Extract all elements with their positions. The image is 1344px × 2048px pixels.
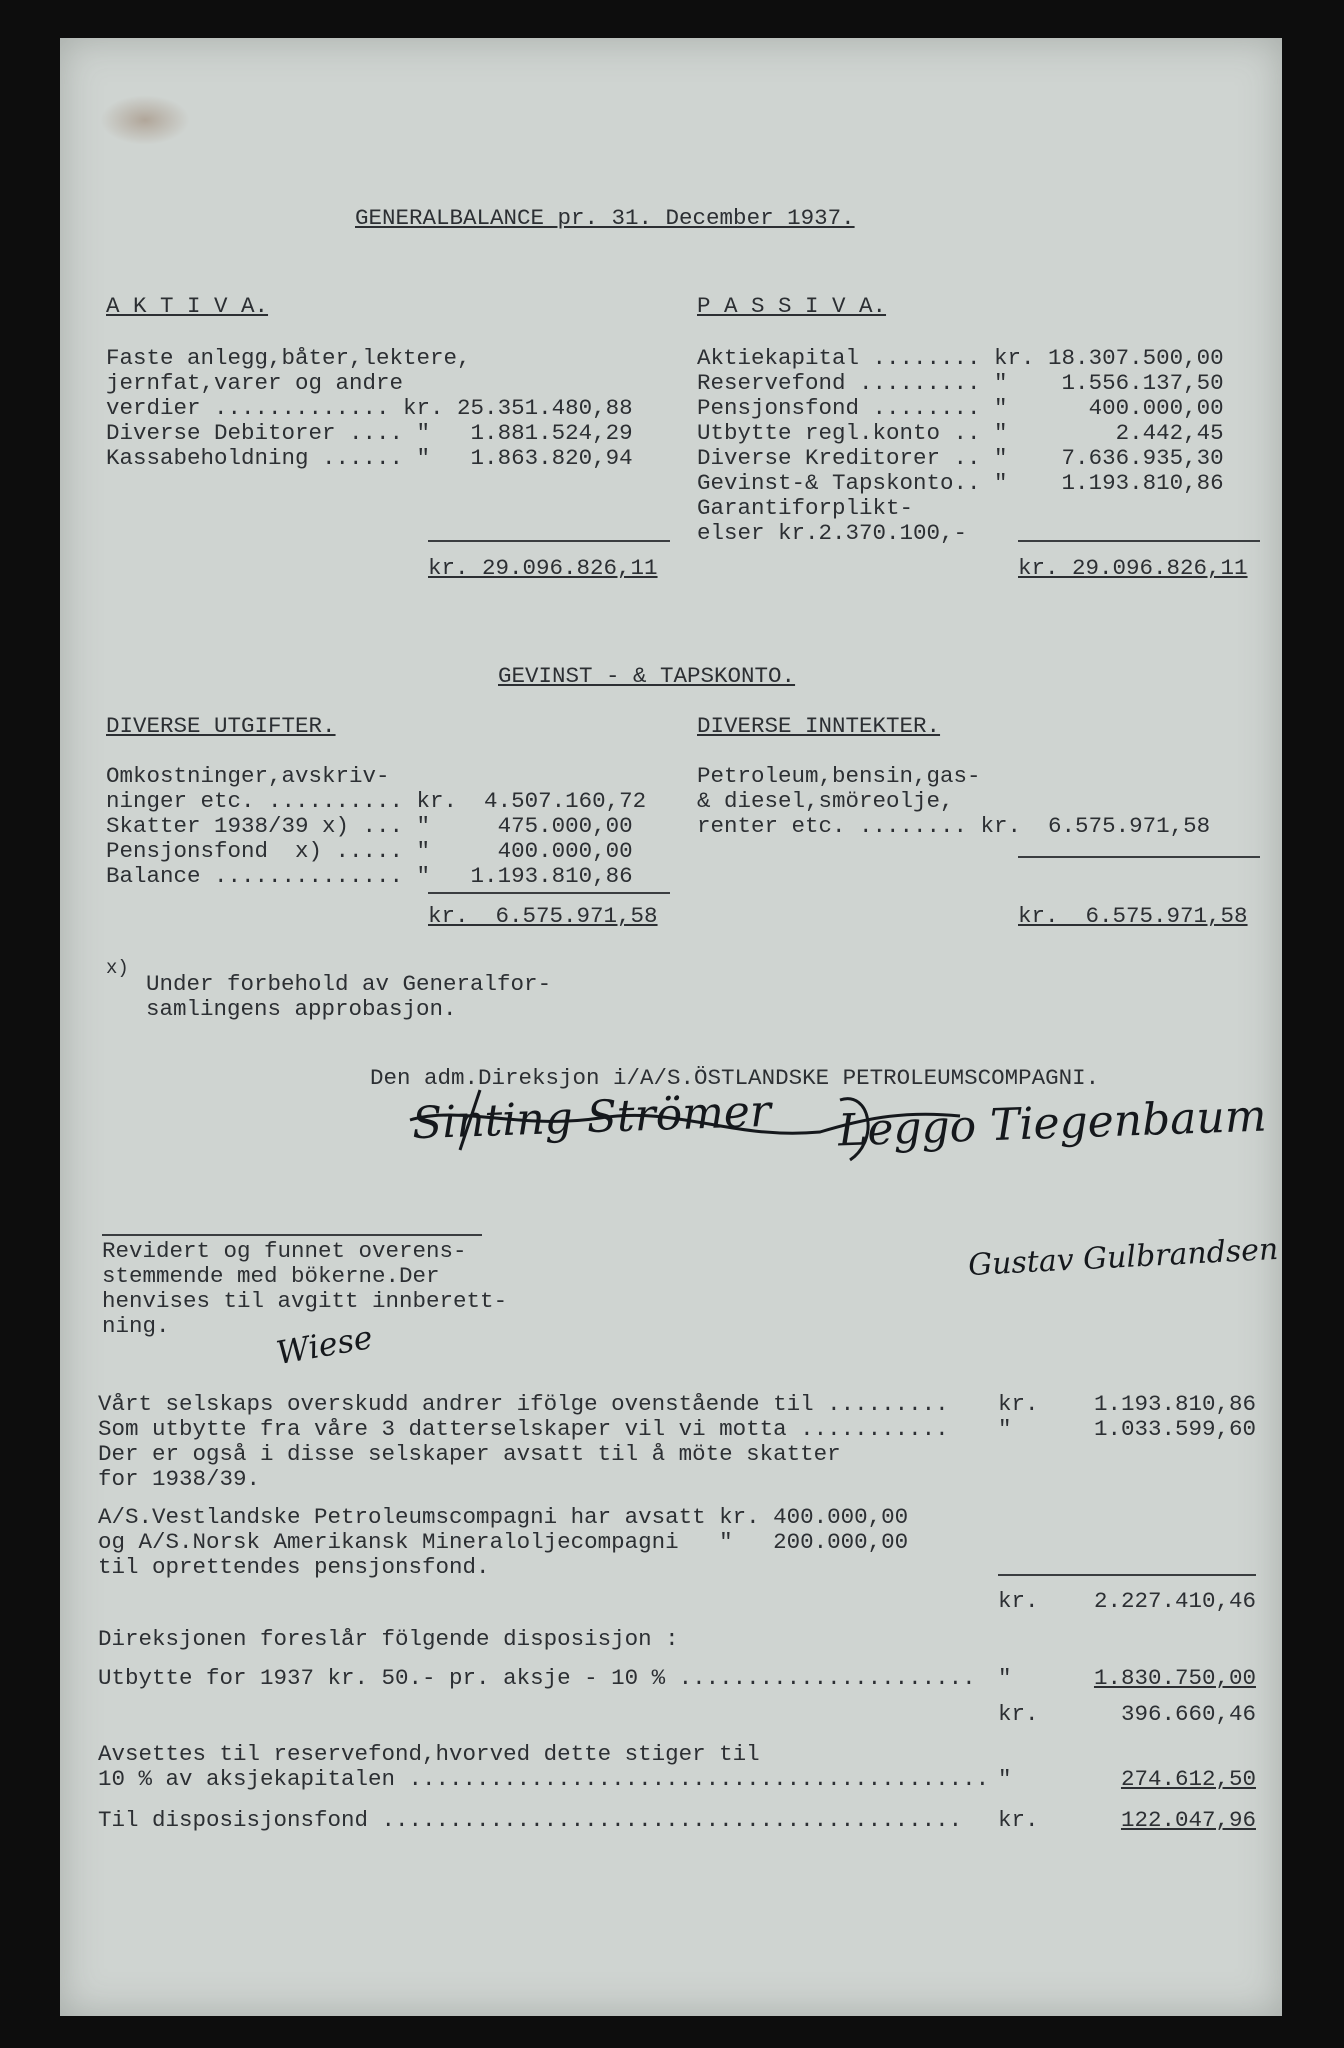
passiva-line: Diverse Kreditorer .. " 7.636.935,30 — [697, 445, 1224, 471]
aktiva-line: Kassabeholdning ...... " 1.863.820,94 — [106, 445, 633, 471]
utgifter-line: Skatter 1938/39 x) ... " 475.000,00 — [106, 813, 633, 839]
note-amount: 1.193.810,86 — [1093, 1391, 1256, 1417]
aktiva-line: Faste anlegg,båter,lektere, — [106, 345, 471, 371]
disposisjonsfond-currency: kr. — [998, 1807, 1039, 1833]
footnote-line: Under forbehold av Generalfor- — [146, 971, 552, 997]
passiva-line: Utbytte regl.konto .. " 2.442,45 — [697, 420, 1224, 446]
revidert-line: ning. — [102, 1313, 170, 1339]
pension-line: til oprettendes pensjonsfond. — [98, 1554, 490, 1580]
utgifter-line: Balance .............. " 1.193.810,86 — [106, 863, 633, 889]
footnote-line: samlingens approbasjon. — [146, 996, 457, 1022]
utbytte-amount: 1.830.750,00 — [1093, 1665, 1256, 1691]
signature-3: Gustav Gulbrandsen — [967, 1231, 1280, 1284]
aktiva-line: Diverse Debitorer .... " 1.881.524,29 — [106, 420, 633, 446]
signature-2: Leggo Tiegenbaum — [837, 1090, 1268, 1157]
inntekter-line: renter etc. ........ kr. 6.575.971,58 — [697, 813, 1211, 839]
gevinst-title: GEVINST - & TAPSKONTO. — [498, 663, 796, 689]
utbytte-currency: " — [998, 1665, 1012, 1691]
revidert-rule — [102, 1234, 482, 1236]
passiva-line: Gevinst-& Tapskonto.. " 1.193.810,86 — [697, 470, 1224, 496]
passiva-sum-rule — [1018, 540, 1260, 542]
subtotal2-currency: kr. — [998, 1701, 1039, 1727]
passiva-line: elser kr.2.370.100,- — [697, 520, 968, 546]
passiva-line: Aktiekapital ........ kr. 18.307.500,00 — [697, 345, 1224, 371]
utgifter-sum-rule — [428, 892, 670, 894]
revidert-line: stemmende med bökerne.Der — [102, 1263, 440, 1289]
utgifter-line: Omkostninger,avskriv- — [106, 763, 390, 789]
aktiva-sum-rule — [428, 540, 670, 542]
aktiva-heading: A K T I V A. — [106, 293, 269, 319]
passiva-line: Reservefond ......... " 1.556.137,50 — [697, 370, 1224, 396]
signature-strokes — [400, 1080, 1220, 1170]
aktiva-line: jernfat,varer og andre — [106, 370, 404, 396]
subtotal1-rule — [998, 1574, 1256, 1576]
disposisjonsfond-amount: 122.047,96 — [1120, 1807, 1256, 1833]
revidert-line: Revidert og funnet overens- — [102, 1238, 467, 1264]
inntekter-line: Petroleum,bensin,gas- — [697, 763, 981, 789]
utgifter-line: Pensjonsfond x) ..... " 400.000,00 — [106, 838, 633, 864]
utgifter-total: kr. 6.575.971,58 — [428, 903, 658, 929]
disposisjon-heading: Direksjonen foreslår fölgende disposisjon : — [98, 1626, 679, 1652]
passiva-total: kr. 29.096.826,11 — [1018, 555, 1248, 581]
note-line: for 1938/39. — [98, 1466, 261, 1492]
footnote-mark: x) — [106, 957, 129, 979]
reservefond-line: 10 % av aksjekapitalen ........................................... — [98, 1766, 990, 1792]
passiva-line: Garantiforplikt- — [697, 495, 914, 521]
signature-4: Wiese — [273, 1317, 376, 1373]
pension-line: og A/S.Norsk Amerikansk Mineraloljecompagni " 200.000,00 — [98, 1529, 909, 1555]
note-currency: " — [998, 1416, 1012, 1442]
reservefond-currency: " — [998, 1766, 1012, 1792]
utbytte-line: Utbytte for 1937 kr. 50.- pr. aksje - 10 % ...................... — [98, 1665, 976, 1691]
subtotal2-amount: 396.660,46 — [1120, 1701, 1256, 1727]
utgifter-line: ninger etc. .......... kr. 4.507.160,72 — [106, 788, 647, 814]
inntekter-total: kr. 6.575.971,58 — [1018, 903, 1248, 929]
reservefond-line: Avsettes til reservefond,hvorved dette stiger til — [98, 1741, 760, 1767]
passiva-line: Pensjonsfond ........ " 400.000,00 — [697, 395, 1224, 421]
subtotal1-amount: 2.227.410,46 — [1093, 1588, 1256, 1614]
aktiva-total: kr. 29.096.826,11 — [428, 555, 658, 581]
direksjon-line: Den adm.Direksjon i/A/S.ÖSTLANDSKE PETROLEUMSCOMPAGNI. — [370, 1065, 1100, 1091]
page-title: GENERALBALANCE pr. 31. December 1937. — [355, 205, 855, 231]
note-line: Vårt selskaps overskudd andrer ifölge ovenstående til ......... — [98, 1391, 949, 1417]
note-line: Som utbytte fra våre 3 datterselskaper vil vi motta ........... — [98, 1416, 949, 1442]
passiva-heading: P A S S I V A. — [697, 293, 887, 319]
utgifter-heading: DIVERSE UTGIFTER. — [106, 713, 336, 739]
aktiva-line: verdier ............. kr. 25.351.480,88 — [106, 395, 633, 421]
reservefond-amount: 274.612,50 — [1120, 1766, 1256, 1792]
disposisjonsfond-line: Til disposisjonsfond ........................................... — [98, 1807, 963, 1833]
pension-line: A/S.Vestlandske Petroleumscompagni har avsatt kr. 400.000,00 — [98, 1504, 909, 1530]
stain — [100, 95, 190, 145]
inntekter-sum-rule — [1018, 856, 1260, 858]
note-amount: 1.033.599,60 — [1093, 1416, 1256, 1442]
signature-1: Sinting Strömer — [411, 1085, 772, 1150]
revidert-line: henvises til avgitt innberett- — [102, 1288, 508, 1314]
note-line: Der er også i disse selskaper avsatt til å möte skatter — [98, 1441, 841, 1467]
subtotal1-currency: kr. — [998, 1588, 1039, 1614]
inntekter-line: & diesel,smöreolje, — [697, 788, 954, 814]
inntekter-heading: DIVERSE INNTEKTER. — [697, 713, 941, 739]
note-currency: kr. — [998, 1391, 1039, 1417]
